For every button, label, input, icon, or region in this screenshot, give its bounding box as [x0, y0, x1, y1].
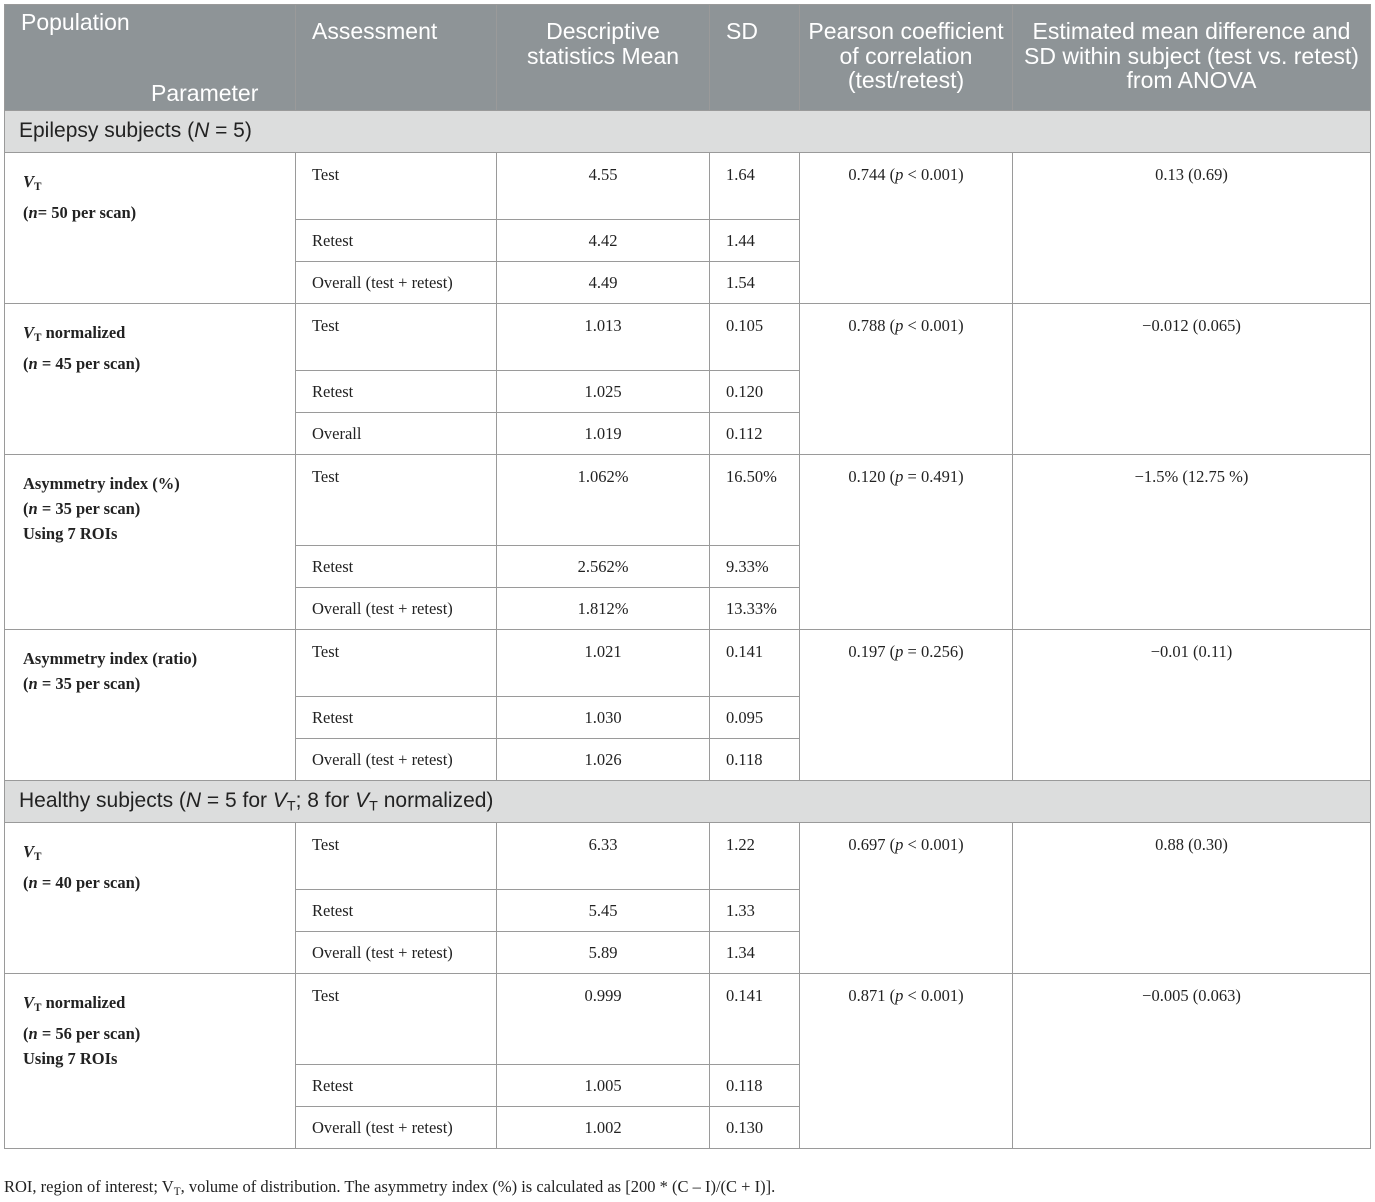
- parameter-cell: Asymmetry index (%) (n = 35 per scan) Using 7 ROIs: [5, 455, 296, 630]
- mean-cell: 6.33: [497, 823, 710, 890]
- sd-cell: 0.118: [710, 739, 800, 781]
- mean-cell: 1.812%: [497, 588, 710, 630]
- pearson-cell: 0.697 (p < 0.001): [800, 823, 1013, 974]
- assessment-cell: Retest: [296, 220, 497, 262]
- table-row: [5, 630, 1371, 697]
- mean-cell: 4.55: [497, 153, 710, 220]
- header-assessment: Assessment: [296, 5, 497, 111]
- anova-cell: −0.012 (0.065): [1013, 304, 1371, 455]
- mean-cell: 5.89: [497, 932, 710, 974]
- parameter-cell: $V_T$ (n = 40 per scan): [5, 823, 296, 974]
- mean-cell: 1.025: [497, 371, 710, 413]
- table-row: [5, 455, 1371, 546]
- anova-cell: −0.01 (0.11): [1013, 630, 1371, 781]
- header-pearson: Pearson coefficient of correlation (test/retest): [800, 5, 1013, 111]
- table-footnote: ROI, region of interest; $V_T$, volume of distribution. The asymmetry index (%) is calculated as [200 * (C – I)/(C + I)].: [4, 1177, 776, 1198]
- mean-cell: 4.49: [497, 262, 710, 304]
- assessment-cell: Test: [296, 304, 497, 371]
- mean-cell: 1.062%: [497, 455, 710, 546]
- assessment-cell: Overall (test + retest): [296, 932, 497, 974]
- mean-cell: 1.019: [497, 413, 710, 455]
- sd-cell: 1.64: [710, 153, 800, 220]
- sd-cell: 0.112: [710, 413, 800, 455]
- assessment-cell: Retest: [296, 890, 497, 932]
- pearson-cell: 0.120 (p = 0.491): [800, 455, 1013, 630]
- sd-cell: 0.105: [710, 304, 800, 371]
- header-row: [5, 5, 1371, 111]
- results-table: [4, 4, 1371, 1149]
- assessment-cell: Retest: [296, 1065, 497, 1107]
- mean-cell: 2.562%: [497, 546, 710, 588]
- pearson-cell: 0.871 (p < 0.001): [800, 974, 1013, 1149]
- assessment-cell: Test: [296, 630, 497, 697]
- sd-cell: 0.120: [710, 371, 800, 413]
- mean-cell: 0.999: [497, 974, 710, 1065]
- mean-cell: 1.005: [497, 1065, 710, 1107]
- assessment-cell: Test: [296, 153, 497, 220]
- sd-cell: 0.141: [710, 974, 800, 1065]
- pearson-cell: 0.197 (p = 0.256): [800, 630, 1013, 781]
- assessment-cell: Overall (test + retest): [296, 588, 497, 630]
- table-body: [5, 111, 1371, 1149]
- assessment-cell: Overall: [296, 413, 497, 455]
- assessment-cell: Retest: [296, 371, 497, 413]
- pearson-cell: 0.744 (p < 0.001): [800, 153, 1013, 304]
- sd-cell: 0.130: [710, 1107, 800, 1149]
- sd-cell: 16.50%: [710, 455, 800, 546]
- anova-cell: −0.005 (0.063): [1013, 974, 1371, 1149]
- mean-cell: 1.026: [497, 739, 710, 781]
- sd-cell: 1.54: [710, 262, 800, 304]
- parameter-cell: Asymmetry index (ratio) (n = 35 per scan): [5, 630, 296, 781]
- sd-cell: 13.33%: [710, 588, 800, 630]
- sd-cell: 1.33: [710, 890, 800, 932]
- assessment-cell: Overall (test + retest): [296, 739, 497, 781]
- section-row: [5, 111, 1371, 153]
- anova-cell: 0.13 (0.69): [1013, 153, 1371, 304]
- assessment-cell: Overall (test + retest): [296, 1107, 497, 1149]
- table-row: [5, 153, 1371, 220]
- section-title: Healthy subjects (N = 5 for $V_T$; 8 for $V_T$ normalized): [5, 781, 1371, 823]
- anova-cell: −1.5% (12.75 %): [1013, 455, 1371, 630]
- header-anova: Estimated mean difference and SD within subject (test vs. retest) from ANOVA: [1013, 5, 1371, 111]
- header-population: Population: [21, 9, 130, 35]
- assessment-cell: Retest: [296, 697, 497, 739]
- header-population-parameter: [5, 5, 296, 111]
- assessment-cell: Test: [296, 455, 497, 546]
- mean-cell: 4.42: [497, 220, 710, 262]
- assessment-cell: Retest: [296, 546, 497, 588]
- section-title: Epilepsy subjects (N = 5): [5, 111, 1371, 153]
- parameter-cell: $V_T$ normalized (n = 45 per scan): [5, 304, 296, 455]
- sd-cell: 1.44: [710, 220, 800, 262]
- sd-cell: 0.095: [710, 697, 800, 739]
- header-sd: SD: [710, 5, 800, 111]
- sd-cell: 9.33%: [710, 546, 800, 588]
- sd-cell: 1.34: [710, 932, 800, 974]
- parameter-cell: $V_T$ (n= 50 per scan): [5, 153, 296, 304]
- anova-cell: 0.88 (0.30): [1013, 823, 1371, 974]
- assessment-cell: Test: [296, 974, 497, 1065]
- sd-cell: 1.22: [710, 823, 800, 890]
- mean-cell: 1.013: [497, 304, 710, 371]
- assessment-cell: Test: [296, 823, 497, 890]
- pearson-cell: 0.788 (p < 0.001): [800, 304, 1013, 455]
- table-row: [5, 974, 1371, 1065]
- mean-cell: 1.021: [497, 630, 710, 697]
- mean-cell: 1.002: [497, 1107, 710, 1149]
- sd-cell: 0.118: [710, 1065, 800, 1107]
- assessment-cell: Overall (test + retest): [296, 262, 497, 304]
- parameter-cell: $V_T$ normalized (n = 56 per scan) Using 7 ROIs: [5, 974, 296, 1149]
- section-row: [5, 781, 1371, 823]
- header-mean: Descriptive statistics Mean: [497, 5, 710, 111]
- header-parameter: Parameter: [151, 80, 259, 106]
- mean-cell: 5.45: [497, 890, 710, 932]
- sd-cell: 0.141: [710, 630, 800, 697]
- table-row: [5, 823, 1371, 890]
- mean-cell: 1.030: [497, 697, 710, 739]
- table-row: [5, 304, 1371, 371]
